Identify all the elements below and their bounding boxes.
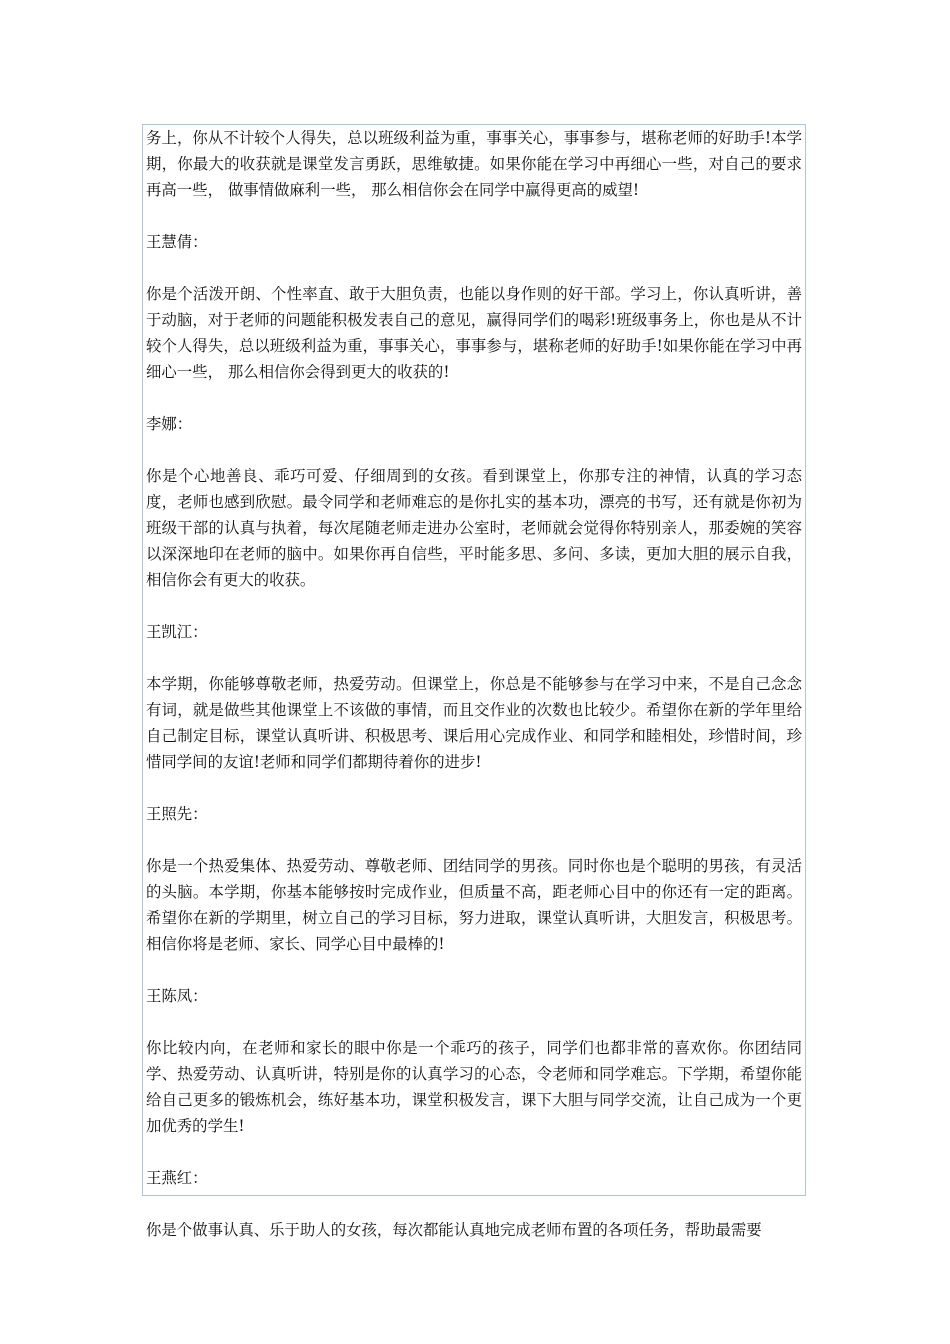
student-name: 王燕红： [146,1169,208,1187]
page-frame [142,124,806,1239]
student-name: 王凯江： [146,623,208,641]
comment-paragraph: 本学期，你能够尊敬老师，热爱劳动。但课堂上，你总是不能够参与在学习中来，不是自己念念有词，就是做些其他课堂上不该做的事情，而且交作业的次数也比较少。希望你在新的学年里给自己制定目标，课堂认真听讲、积极思考、课后用心完成作业、和同学和睦相处，珍惜时间，珍惜同学间的友谊!老师和同学们都期待着你的进步! [146,675,802,771]
comment-paragraph: 务上，你从不计较个人得失，总以班级利益为重，事事关心，事事参与，堪称老师的好助手!本学期，你最大的收获就是课堂发言勇跃，思维敏捷。如果你能在学习中再细心一些，对自己的要求再高一些， 做事情做麻利一些， 那么相信你会在同学中赢得更高的威望! [146,129,802,199]
student-name: 王陈凤： [146,987,208,1005]
student-name: 王照先： [146,805,208,823]
comment-paragraph: 你是个做事认真、乐于助人的女孩，每次都能认真地完成老师布置的各项任务，帮助最需要 [146,1221,762,1239]
student-name: 王慧倩： [146,233,208,251]
comment-paragraph: 你比较内向，在老师和家长的眼中你是一个乖巧的孩子，同学们也都非常的喜欢你。你团结同学、热爱劳动、认真听讲，特别是你的认真学习的心态，令老师和同学难忘。下学期，希望你能给自己更多的锻炼机会，练好基本功，课堂积极发言，课下大胆与同学交流，让自己成为一个更加优秀的学生! [146,1039,802,1135]
comment-paragraph: 你是个活泼开朗、个性率直、敢于大胆负责，也能以身作则的好干部。学习上，你认真听讲，善于动脑，对于老师的问题能积极发表自己的意见，赢得同学们的喝彩!班级事务上，你也是从不计较个人得失，总以班级利益为重，事事关心，事事参与，堪称老师的好助手!如果你能在学习中再细心一些， 那么相信你会得到更大的收获的! [146,285,802,381]
comment-paragraph: 你是个心地善良、乖巧可爱、仔细周到的女孩。看到课堂上，你那专注的神情，认真的学习态度，老师也感到欣慰。最令同学和老师难忘的是你扎实的基本功，漂亮的书写，还有就是你初为班级干部的认真与执着，每次尾随老师走进办公室时，老师就会觉得你特别亲人，那委婉的笑容以深深地印在老师的脑中。如果你再自信些，平时能多思、多问、多读，更加大胆的展示自我， 相信你会有更大的收获。 [146,467,802,589]
student-name: 李娜： [146,415,193,433]
document-body [143,125,805,1243]
comment-paragraph: 你是一个热爱集体、热爱劳动、尊敬老师、团结同学的男孩。同时你也是个聪明的男孩，有灵活的头脑。本学期，你基本能够按时完成作业，但质量不高，距老师心目中的你还有一定的距离。希望你在新的学期里，树立自己的学习目标，努力进取，课堂认真听讲，大胆发言，积极思考。 相信你将是老师、家长、同学心目中最棒的! [146,857,802,953]
